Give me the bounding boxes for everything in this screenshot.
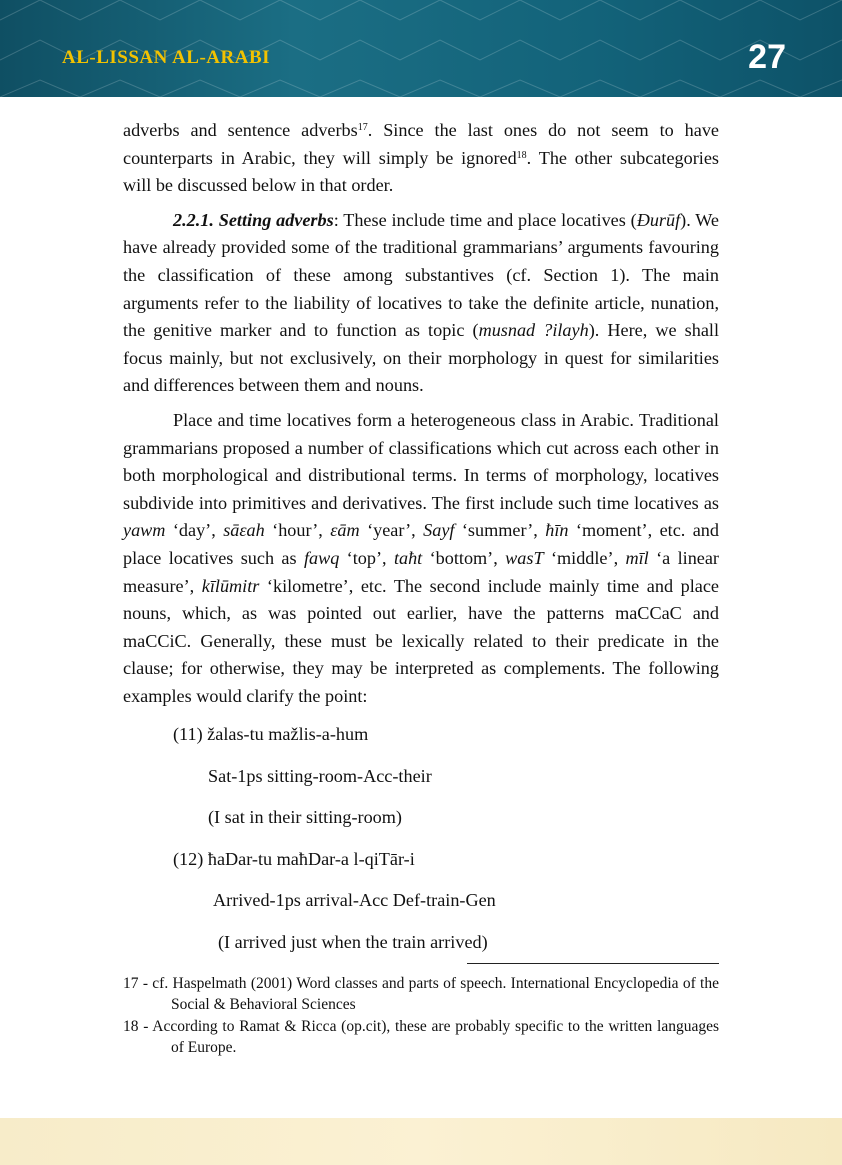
page-header <box>0 0 842 97</box>
gloss: ‘year’, <box>359 520 424 541</box>
page-number: 27 <box>748 38 786 76</box>
example-11 <box>123 717 719 835</box>
word-yawm: yawm <box>123 520 166 541</box>
word-hiin: ħīn <box>545 520 569 541</box>
gloss: ‘day’, <box>165 520 224 541</box>
paragraph-2 <box>123 207 719 400</box>
p3-text-a: Place and time locatives form a heterogeneous class in Arabic. Traditional grammarians proposed a number of classifications which cut across each other in both morphological and distributional terms. In terms of morphology, locatives subdivide into primitives and derivatives. The first include such time locatives as <box>123 409 719 513</box>
p2-text-b: ). We have already provided some of the traditional grammarians’ arguments favouring the classification of these among substantives (cf. Section 1). The main arguments refer to the liability of locatives to take the definite article, nunation, the genitive marker and to function as topic ( <box>123 209 720 341</box>
gloss: ‘middle’, <box>543 547 626 568</box>
example-11-translation: (I sat in their sitting-room) <box>208 807 402 828</box>
footnote-ref-18: 18 <box>516 149 527 161</box>
word-taht: taħt <box>393 547 423 568</box>
gloss: ‘top’, <box>339 547 394 568</box>
footnote-ref-17: 17 <box>357 122 368 133</box>
footnote-separator <box>467 963 719 964</box>
example-12-translation: (I arrived just when the train arrived) <box>218 931 488 952</box>
word-wast: wasT <box>505 547 544 568</box>
example-12-arabic: (12) ħaDar-tu maħDar-a l-qiTār-i <box>173 848 415 869</box>
word-kilumitr: kīlūmitr <box>201 575 260 596</box>
example-12 <box>123 842 719 960</box>
word-aam: εām <box>330 520 360 541</box>
word-saah: sāεah <box>223 520 265 541</box>
paragraph-1 <box>123 117 719 200</box>
p3-text-b: ‘kilometre’, etc. The second include mainly time and place nouns, which, as was pointed out earlier, have the patterns maCCaC and maCCiC. Generally, these must be lexically related to their predicate in the clause; for otherwise, they may be interpreted as complements. The following examples would clarify the point: <box>123 575 719 706</box>
p1-text-b: . Since the last ones do not seem to have counterparts in Arabic, they will simply be ignored <box>123 120 719 168</box>
gloss: ‘a linear measure’, <box>123 547 719 596</box>
section-number: 2.2.1. <box>173 209 214 230</box>
footnotes <box>123 974 719 1060</box>
example-11-gloss: Sat-1ps sitting-room-Acc-their <box>208 765 432 786</box>
section-title: Setting adverbs <box>218 209 334 230</box>
word-fawq: fawq <box>303 547 340 568</box>
p1-text-a: adverbs and sentence adverbs <box>123 120 358 140</box>
word-miil: mīl <box>625 547 649 568</box>
word-sayf: Sayf <box>423 520 455 541</box>
term-musnad: musnad ?ilayh <box>478 320 589 341</box>
page-footer-band <box>0 1118 842 1165</box>
p1-text-c: . The other subcategories will be discussed below in that order. <box>123 147 719 196</box>
gloss: ‘moment’, etc. and place locatives such as <box>123 520 719 568</box>
gloss: ‘summer’, <box>454 520 546 541</box>
gloss: ‘bottom’, <box>422 547 506 568</box>
journal-title: AL-LISSAN AL-ARABI <box>62 47 271 68</box>
paragraph-3 <box>123 407 719 711</box>
main-text <box>123 117 719 966</box>
example-12-gloss: Arrived-1ps arrival-Acc Def-train-Gen <box>213 890 496 911</box>
term-zuruf: Đurūf <box>636 209 681 230</box>
p2-text-c: ). Here, we shall focus mainly, but not exclusively, on their morphology in quest for similarities and differences between them and nouns. <box>123 320 719 396</box>
footnote-17: 17 - cf. Haspelmath (2001) Word classes and parts of speech. International Encyclopedia of the Social & Behavioral Sciences <box>123 975 719 1013</box>
p2-text-a: : These include time and place locatives ( <box>333 209 637 230</box>
footnote-18: 18 - According to Ramat & Ricca (op.cit), these are probably specific to the written languages of Europe. <box>123 1018 719 1056</box>
example-11-arabic: (11) žalas-tu mažlis-a-hum <box>173 724 369 745</box>
gloss: ‘hour’, <box>264 520 331 541</box>
